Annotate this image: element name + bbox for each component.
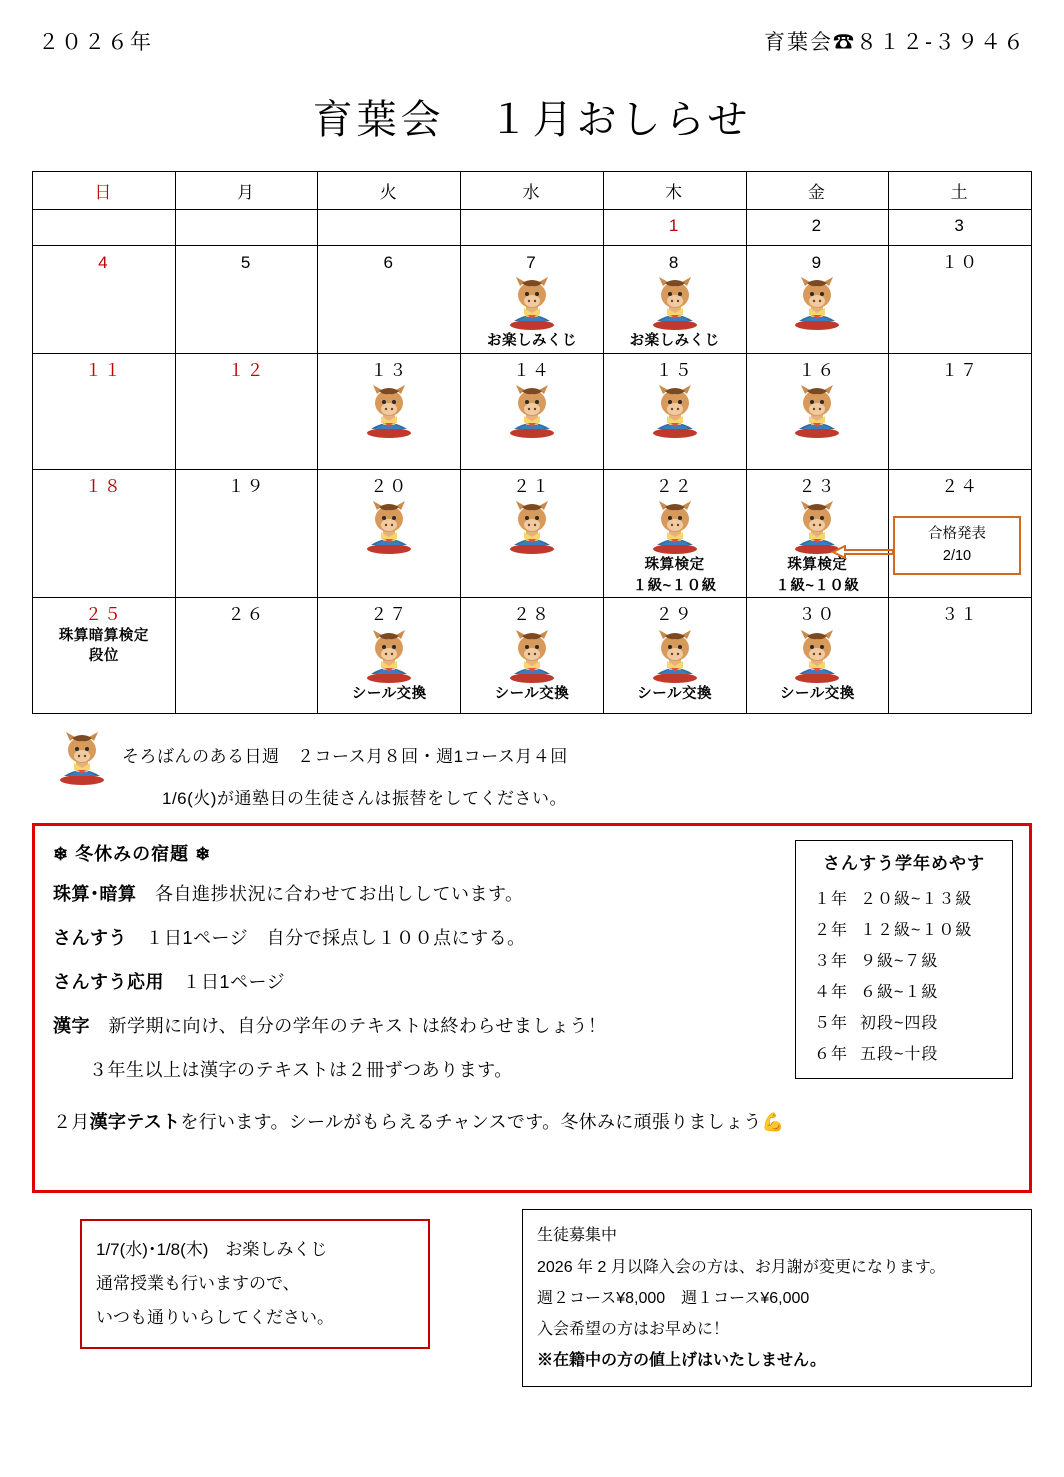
calendar-day-number: １０ bbox=[941, 253, 980, 272]
calendar-event-label: シール交換 bbox=[637, 685, 713, 702]
calendar-cell[interactable] bbox=[889, 246, 1032, 354]
calendar-day-number: １４ bbox=[512, 360, 551, 380]
calendar-event-label: 段位 bbox=[88, 648, 119, 665]
callout-line-1: 合格発表 bbox=[928, 525, 986, 542]
homework-line-text: １日1ページ bbox=[164, 972, 286, 993]
weekday-sat: 土 bbox=[889, 172, 1032, 210]
calendar-day-number: 2 bbox=[811, 216, 824, 235]
calendar-cell[interactable] bbox=[33, 598, 176, 714]
calendar-day-number: ２４ bbox=[941, 476, 980, 496]
lottery-line: 1/7(水)･1/8(木) お楽しみくじ bbox=[96, 1240, 328, 1260]
note-line-2: 1/6(火)が通塾日の生徒さんは振替をしてください。 bbox=[162, 789, 567, 809]
homework-line-label: さんすう bbox=[53, 928, 127, 949]
calendar-day-number: ２２ bbox=[655, 476, 694, 496]
horse-icon bbox=[52, 730, 112, 786]
calendar-cell[interactable] bbox=[889, 353, 1032, 469]
horse-icon bbox=[502, 499, 562, 555]
grade-guide-box bbox=[795, 840, 1013, 1079]
calendar-cell[interactable] bbox=[461, 353, 604, 469]
grade-range: ９級~７級 bbox=[860, 953, 939, 971]
calendar-day-number: ２５ bbox=[84, 605, 123, 625]
homework-last-pre: ２月 bbox=[53, 1112, 90, 1133]
header-row bbox=[0, 0, 1064, 56]
calendar-cell[interactable] bbox=[603, 598, 746, 714]
calendar-day-number: 7 bbox=[526, 253, 538, 272]
calendar-cell[interactable] bbox=[175, 210, 318, 246]
homework-box bbox=[32, 823, 1032, 1193]
calendar-cell[interactable] bbox=[746, 469, 889, 598]
grade-level: １年 bbox=[814, 891, 849, 909]
calendar-event-label: 珠算検定 bbox=[644, 557, 705, 574]
calendar-day-number: １７ bbox=[941, 360, 980, 380]
homework-line-text: 各自進捗状況に合わせてお出ししています。 bbox=[136, 884, 524, 905]
calendar-cell[interactable] bbox=[318, 210, 461, 246]
calendar-event-label: １級~１０級 bbox=[775, 577, 860, 594]
calendar-cell[interactable] bbox=[746, 353, 889, 469]
calendar-cell[interactable] bbox=[603, 210, 746, 246]
callout-arrow-icon bbox=[831, 544, 893, 558]
calendar-day-number: ３１ bbox=[941, 605, 980, 625]
grade-guide-row bbox=[796, 882, 1012, 913]
calendar-cell[interactable] bbox=[746, 210, 889, 246]
calendar-day-number: ２０ bbox=[370, 476, 409, 496]
calendar-event-label: 珠算暗算検定 bbox=[58, 627, 149, 644]
homework-line-label: さんすう応用 bbox=[53, 972, 164, 993]
calendar-day-number: １６ bbox=[798, 360, 837, 380]
note-block bbox=[32, 728, 1032, 809]
callout-line-2: 2/10 bbox=[942, 547, 972, 564]
bottom-boxes bbox=[32, 1209, 1032, 1399]
horse-icon bbox=[502, 275, 562, 331]
calendar-cell[interactable] bbox=[318, 469, 461, 598]
grade-guide-row bbox=[796, 913, 1012, 944]
horse-icon bbox=[359, 383, 419, 439]
calendar-day-number: ３０ bbox=[798, 605, 837, 625]
homework-line-text: 新学期に向け、自分の学年のテキストは終わらせましょう！ bbox=[90, 1016, 607, 1037]
calendar-cell[interactable] bbox=[33, 210, 176, 246]
homework-line-text: １日1ページ 自分で採点し１００点にする。 bbox=[127, 928, 526, 949]
grade-guide-title: さんすう学年めやす bbox=[823, 854, 985, 874]
homework-title: ❄ 冬休みの宿題 ❄ bbox=[53, 844, 212, 865]
recruitment-line: 生徒募集中 bbox=[537, 1227, 618, 1245]
calendar-day-number: 4 bbox=[98, 253, 110, 272]
calendar-cell[interactable] bbox=[175, 469, 318, 598]
note-line-1: そろばんのある日週 ２コース月８回・週1コース月４回 bbox=[122, 746, 568, 766]
horse-icon bbox=[787, 383, 847, 439]
calendar-header-row bbox=[33, 172, 1032, 210]
calendar-week-row bbox=[33, 210, 1032, 246]
calendar-day-number: １２ bbox=[227, 360, 266, 380]
homework-last-post: を行います。シールがもらえるチャンスです。冬休みに頑張りましょう💪 bbox=[180, 1112, 785, 1133]
calendar-event-label: 珠算検定 bbox=[787, 557, 848, 574]
calendar-day-number bbox=[319, 216, 459, 236]
lottery-info-box bbox=[80, 1219, 430, 1349]
calendar-week-row bbox=[33, 353, 1032, 469]
calendar-day-number: ２９ bbox=[655, 605, 694, 625]
grade-guide-row bbox=[796, 1006, 1012, 1037]
calendar-week-row bbox=[33, 469, 1032, 598]
horse-icon bbox=[645, 499, 705, 555]
weekday-tue: 火 bbox=[318, 172, 461, 210]
calendar-day-number: １９ bbox=[227, 476, 266, 496]
calendar-cell[interactable] bbox=[318, 598, 461, 714]
horse-icon bbox=[787, 628, 847, 684]
recruitment-line: 週２コース¥8,000 週１コース¥6,000 bbox=[537, 1289, 810, 1307]
calendar-cell[interactable] bbox=[889, 469, 1032, 598]
horse-icon bbox=[645, 275, 705, 331]
homework-line-label: 漢字 bbox=[53, 1016, 90, 1037]
lottery-line: いつも通りいらしてください。 bbox=[96, 1308, 334, 1328]
weekday-mon: 月 bbox=[175, 172, 318, 210]
homework-indent-line: ３年生以上は漢字のテキストは２冊ずつあります。 bbox=[89, 1060, 513, 1081]
recruitment-box bbox=[522, 1209, 1032, 1387]
page-title: 育葉会 １月おしらせ bbox=[312, 98, 752, 142]
grade-level: ６年 bbox=[814, 1046, 849, 1064]
calendar-cell[interactable] bbox=[603, 469, 746, 598]
phone-label: 育葉会☎８１２-３９４６ bbox=[764, 31, 1026, 54]
grade-level: ４年 bbox=[814, 984, 849, 1002]
grade-range: ６級~１級 bbox=[860, 984, 939, 1002]
calendar-cell[interactable] bbox=[461, 469, 604, 598]
lottery-line: 通常授業も行いますので、 bbox=[96, 1274, 300, 1294]
calendar-cell[interactable] bbox=[318, 246, 461, 354]
recruitment-line: 入会希望の方はお早めに！ bbox=[537, 1321, 730, 1339]
year-label: ２０２６年 bbox=[38, 31, 153, 54]
calendar-week-row bbox=[33, 598, 1032, 714]
homework-last-bold: 漢字テスト bbox=[89, 1112, 181, 1133]
calendar-cell[interactable] bbox=[603, 246, 746, 354]
horse-icon bbox=[502, 628, 562, 684]
calendar-week-row bbox=[33, 246, 1032, 354]
grade-guide-row bbox=[796, 944, 1012, 975]
calendar-cell[interactable] bbox=[318, 353, 461, 469]
calendar-event-label: お楽しみくじ bbox=[486, 333, 577, 350]
calendar-cell[interactable] bbox=[33, 246, 176, 354]
calendar-day-number: 1 bbox=[668, 216, 681, 235]
grade-range: 初段~四段 bbox=[860, 1015, 939, 1033]
calendar-event-label: シール交換 bbox=[494, 685, 570, 702]
calendar-cell[interactable] bbox=[746, 246, 889, 354]
weekday-wed: 水 bbox=[461, 172, 604, 210]
calendar-day-number: １８ bbox=[84, 476, 123, 496]
horse-icon bbox=[52, 728, 104, 780]
calendar-day-number: ２８ bbox=[512, 605, 551, 625]
calendar-day-number: １５ bbox=[655, 360, 694, 380]
calendar-day-number: 9 bbox=[811, 253, 824, 272]
calendar-day-number: 3 bbox=[954, 216, 966, 235]
calendar-cell[interactable] bbox=[175, 353, 318, 469]
weekday-fri: 金 bbox=[746, 172, 889, 210]
calendar-cell[interactable] bbox=[889, 598, 1032, 714]
horse-icon bbox=[359, 499, 419, 555]
calendar-day-number: 8 bbox=[668, 253, 681, 272]
recruitment-note: ※在籍中の方の値上げはいたしません。 bbox=[537, 1352, 826, 1370]
calendar-cell[interactable] bbox=[603, 353, 746, 469]
calendar-event-label: シール交換 bbox=[780, 685, 855, 702]
calendar-day-number bbox=[34, 216, 174, 236]
calendar-day-number: 6 bbox=[383, 253, 395, 272]
calendar-day-number: ２６ bbox=[227, 605, 266, 625]
note-line-1-row bbox=[32, 728, 1032, 780]
grade-guide-rows bbox=[796, 882, 1012, 1068]
calendar-body bbox=[33, 210, 1032, 714]
calendar-cell[interactable] bbox=[461, 598, 604, 714]
calendar-cell[interactable] bbox=[175, 246, 318, 354]
horse-icon bbox=[359, 628, 419, 684]
calendar-table bbox=[32, 171, 1032, 714]
calendar-day-number: ２１ bbox=[512, 476, 551, 496]
horse-icon bbox=[645, 628, 705, 684]
pass-announcement-callout bbox=[893, 516, 1021, 576]
calendar-cell[interactable] bbox=[175, 598, 318, 714]
horse-icon bbox=[645, 383, 705, 439]
calendar-event-label: お楽しみくじ bbox=[629, 333, 720, 350]
grade-level: ２年 bbox=[814, 922, 849, 940]
calendar-cell[interactable] bbox=[33, 353, 176, 469]
calendar-day-number: 5 bbox=[240, 253, 253, 272]
calendar-day-number bbox=[177, 216, 317, 236]
calendar-cell[interactable] bbox=[746, 598, 889, 714]
grade-guide-row bbox=[796, 975, 1012, 1006]
calendar-cell[interactable] bbox=[461, 246, 604, 354]
horse-icon bbox=[502, 383, 562, 439]
grade-level: ３年 bbox=[814, 953, 849, 971]
recruitment-line: 2026 年 2 月以降入会の方は、お月謝が変更になります。 bbox=[537, 1258, 946, 1276]
calendar-day-number: ２３ bbox=[798, 476, 837, 496]
homework-last-line bbox=[53, 1108, 1011, 1134]
grade-range: 五段~十段 bbox=[860, 1046, 939, 1064]
grade-level: ５年 bbox=[814, 1015, 849, 1033]
horse-icon bbox=[787, 275, 847, 331]
homework-line-label: 珠算･暗算 bbox=[53, 884, 137, 905]
calendar-day-number bbox=[462, 216, 602, 236]
calendar-day-number: １３ bbox=[370, 360, 409, 380]
grade-range: ２０級~１３級 bbox=[860, 891, 973, 909]
grade-guide-row bbox=[796, 1037, 1012, 1068]
grade-range: １２級~１０級 bbox=[860, 922, 973, 940]
calendar-cell[interactable] bbox=[33, 469, 176, 598]
calendar-event-label: シール交換 bbox=[351, 685, 427, 702]
weekday-thu: 木 bbox=[603, 172, 746, 210]
calendar-cell[interactable] bbox=[461, 210, 604, 246]
weekday-sun: 日 bbox=[33, 172, 176, 210]
calendar-event-label: １級~１０級 bbox=[632, 577, 717, 594]
calendar-day-number: １１ bbox=[84, 360, 123, 380]
calendar-cell[interactable] bbox=[889, 210, 1032, 246]
calendar-day-number: ２７ bbox=[370, 605, 409, 625]
